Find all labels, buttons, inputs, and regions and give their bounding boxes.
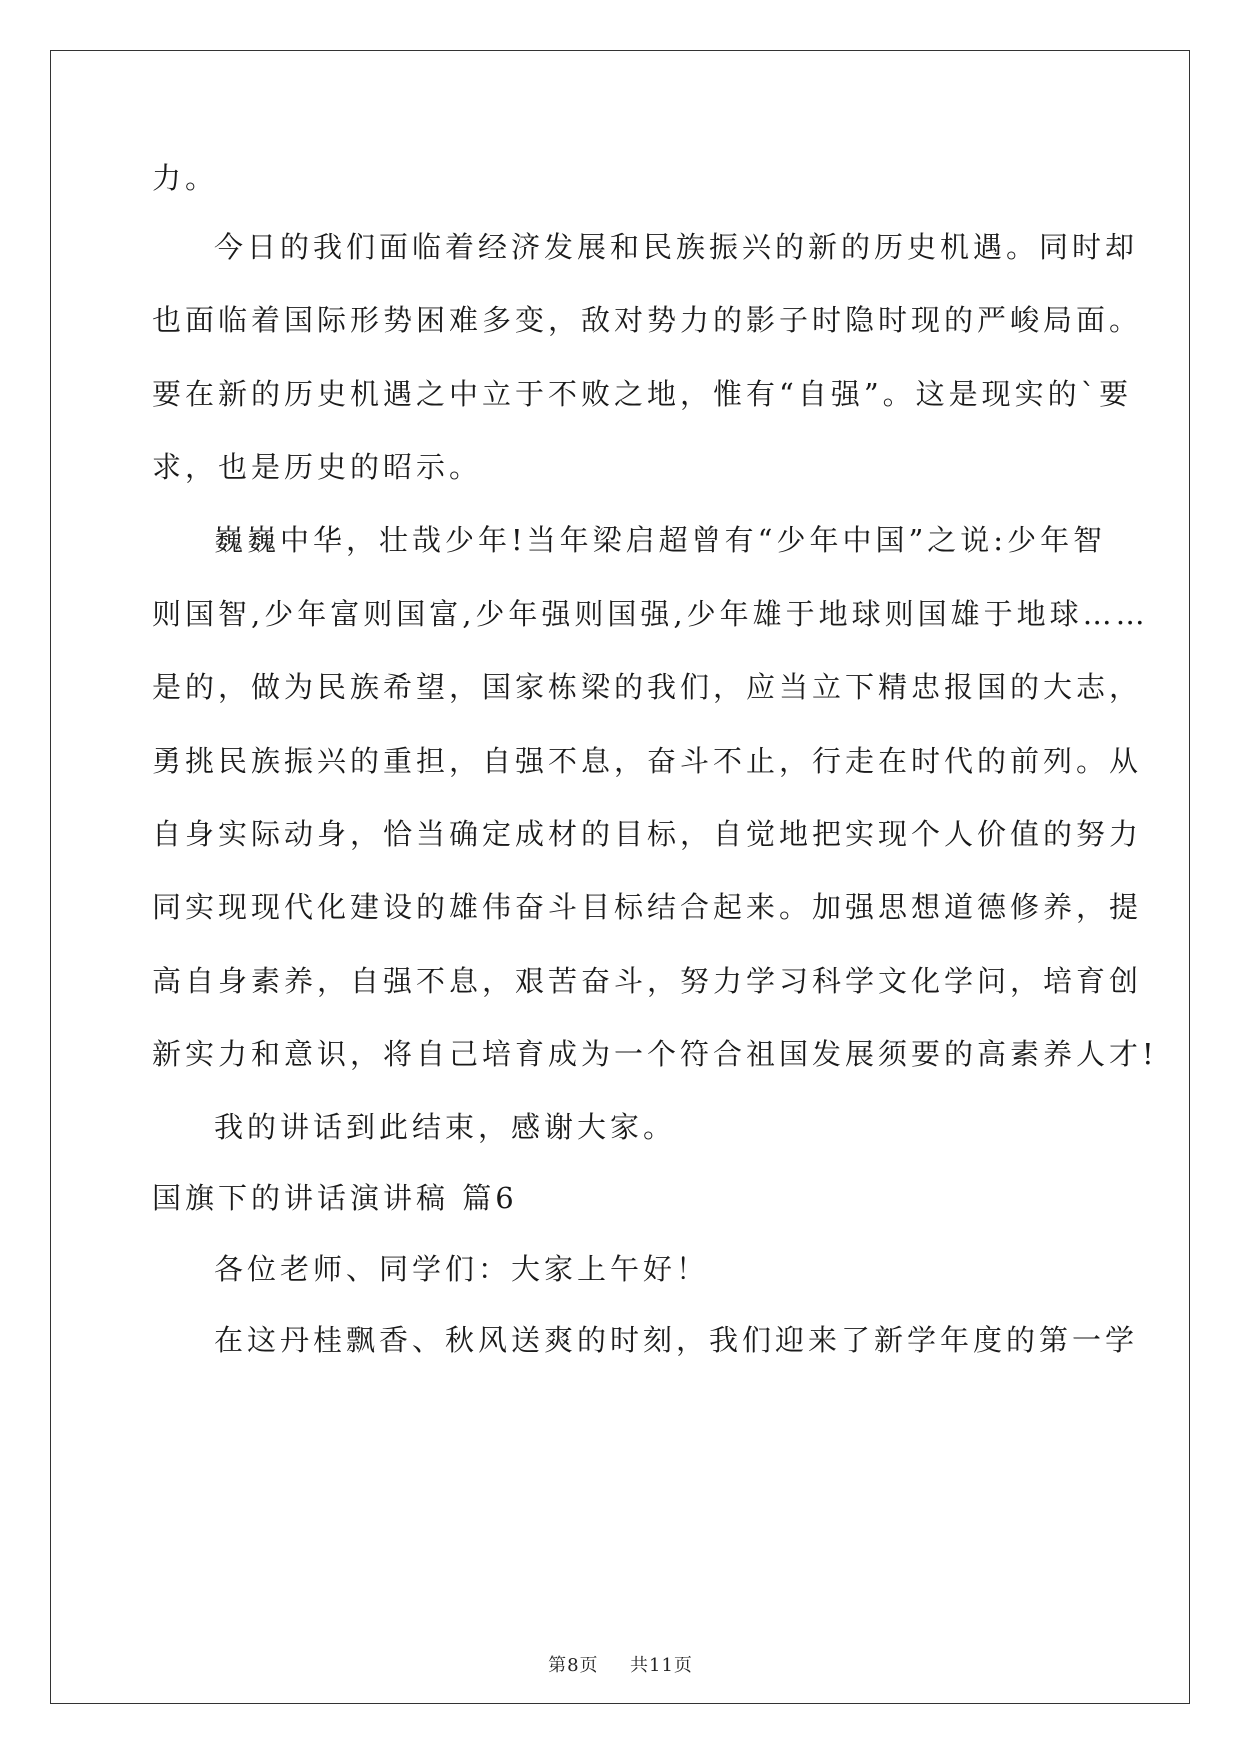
greeting-line: 各位老师、同学们：大家上午好！	[214, 1252, 710, 1286]
text-line-7: 则国智,少年富则国富,少年强则国强,少年雄于地球则国雄于地球……	[152, 597, 1149, 631]
text-line-13: 新实力和意识，将自己培育成为一个符合祖国发展须要的高素养人才!	[152, 1037, 1158, 1071]
text-line-10: 自身实际动身，恰当确定成材的目标，自觉地把实现个人价值的努力	[152, 817, 1143, 851]
text-line-9: 勇挑民族振兴的重担，自强不息，奋斗不止，行走在时代的前列。从	[152, 744, 1143, 778]
page-total: 共11页	[630, 1655, 693, 1676]
text-line-17: 在这丹桂飘香、秋风送爽的时刻，我们迎来了新学年度的第一学	[214, 1323, 1139, 1357]
text-line-11: 同实现现代化建设的雄伟奋斗目标结合起来。加强思想道德修养，提	[152, 890, 1143, 924]
text-line-6: 巍巍中华，壮哉少年!当年梁启超曾有“少年中国”之说:少年智	[214, 523, 1107, 557]
text-line-3: 也面临着国际形势困难多变，敌对势力的影子时隐时现的严峻局面。	[152, 303, 1143, 337]
page-border	[50, 50, 1190, 1704]
text-line-12: 高自身素养，自强不息，艰苦奋斗，努力学习科学文化学问，培育创	[152, 964, 1143, 998]
text-line-5: 求，也是历史的昭示。	[152, 450, 483, 484]
text-line-14: 我的讲话到此结束，感谢大家。	[214, 1110, 677, 1144]
text-line-2: 今日的我们面临着经济发展和民族振兴的新的历史机遇。同时却	[214, 230, 1139, 264]
text-line-1: 力。	[152, 161, 219, 195]
page-number: 第8页	[548, 1655, 599, 1676]
text-line-4: 要在新的历史机遇之中立于不败之地，惟有“自强”。这是现实的`要	[152, 377, 1133, 411]
text-line-8: 是的，做为民族希望，国家栋梁的我们，应当立下精忠报国的大志，	[152, 670, 1143, 704]
section-heading: 国旗下的讲话演讲稿 篇6	[152, 1181, 518, 1215]
page-footer	[0, 1651, 1241, 1677]
